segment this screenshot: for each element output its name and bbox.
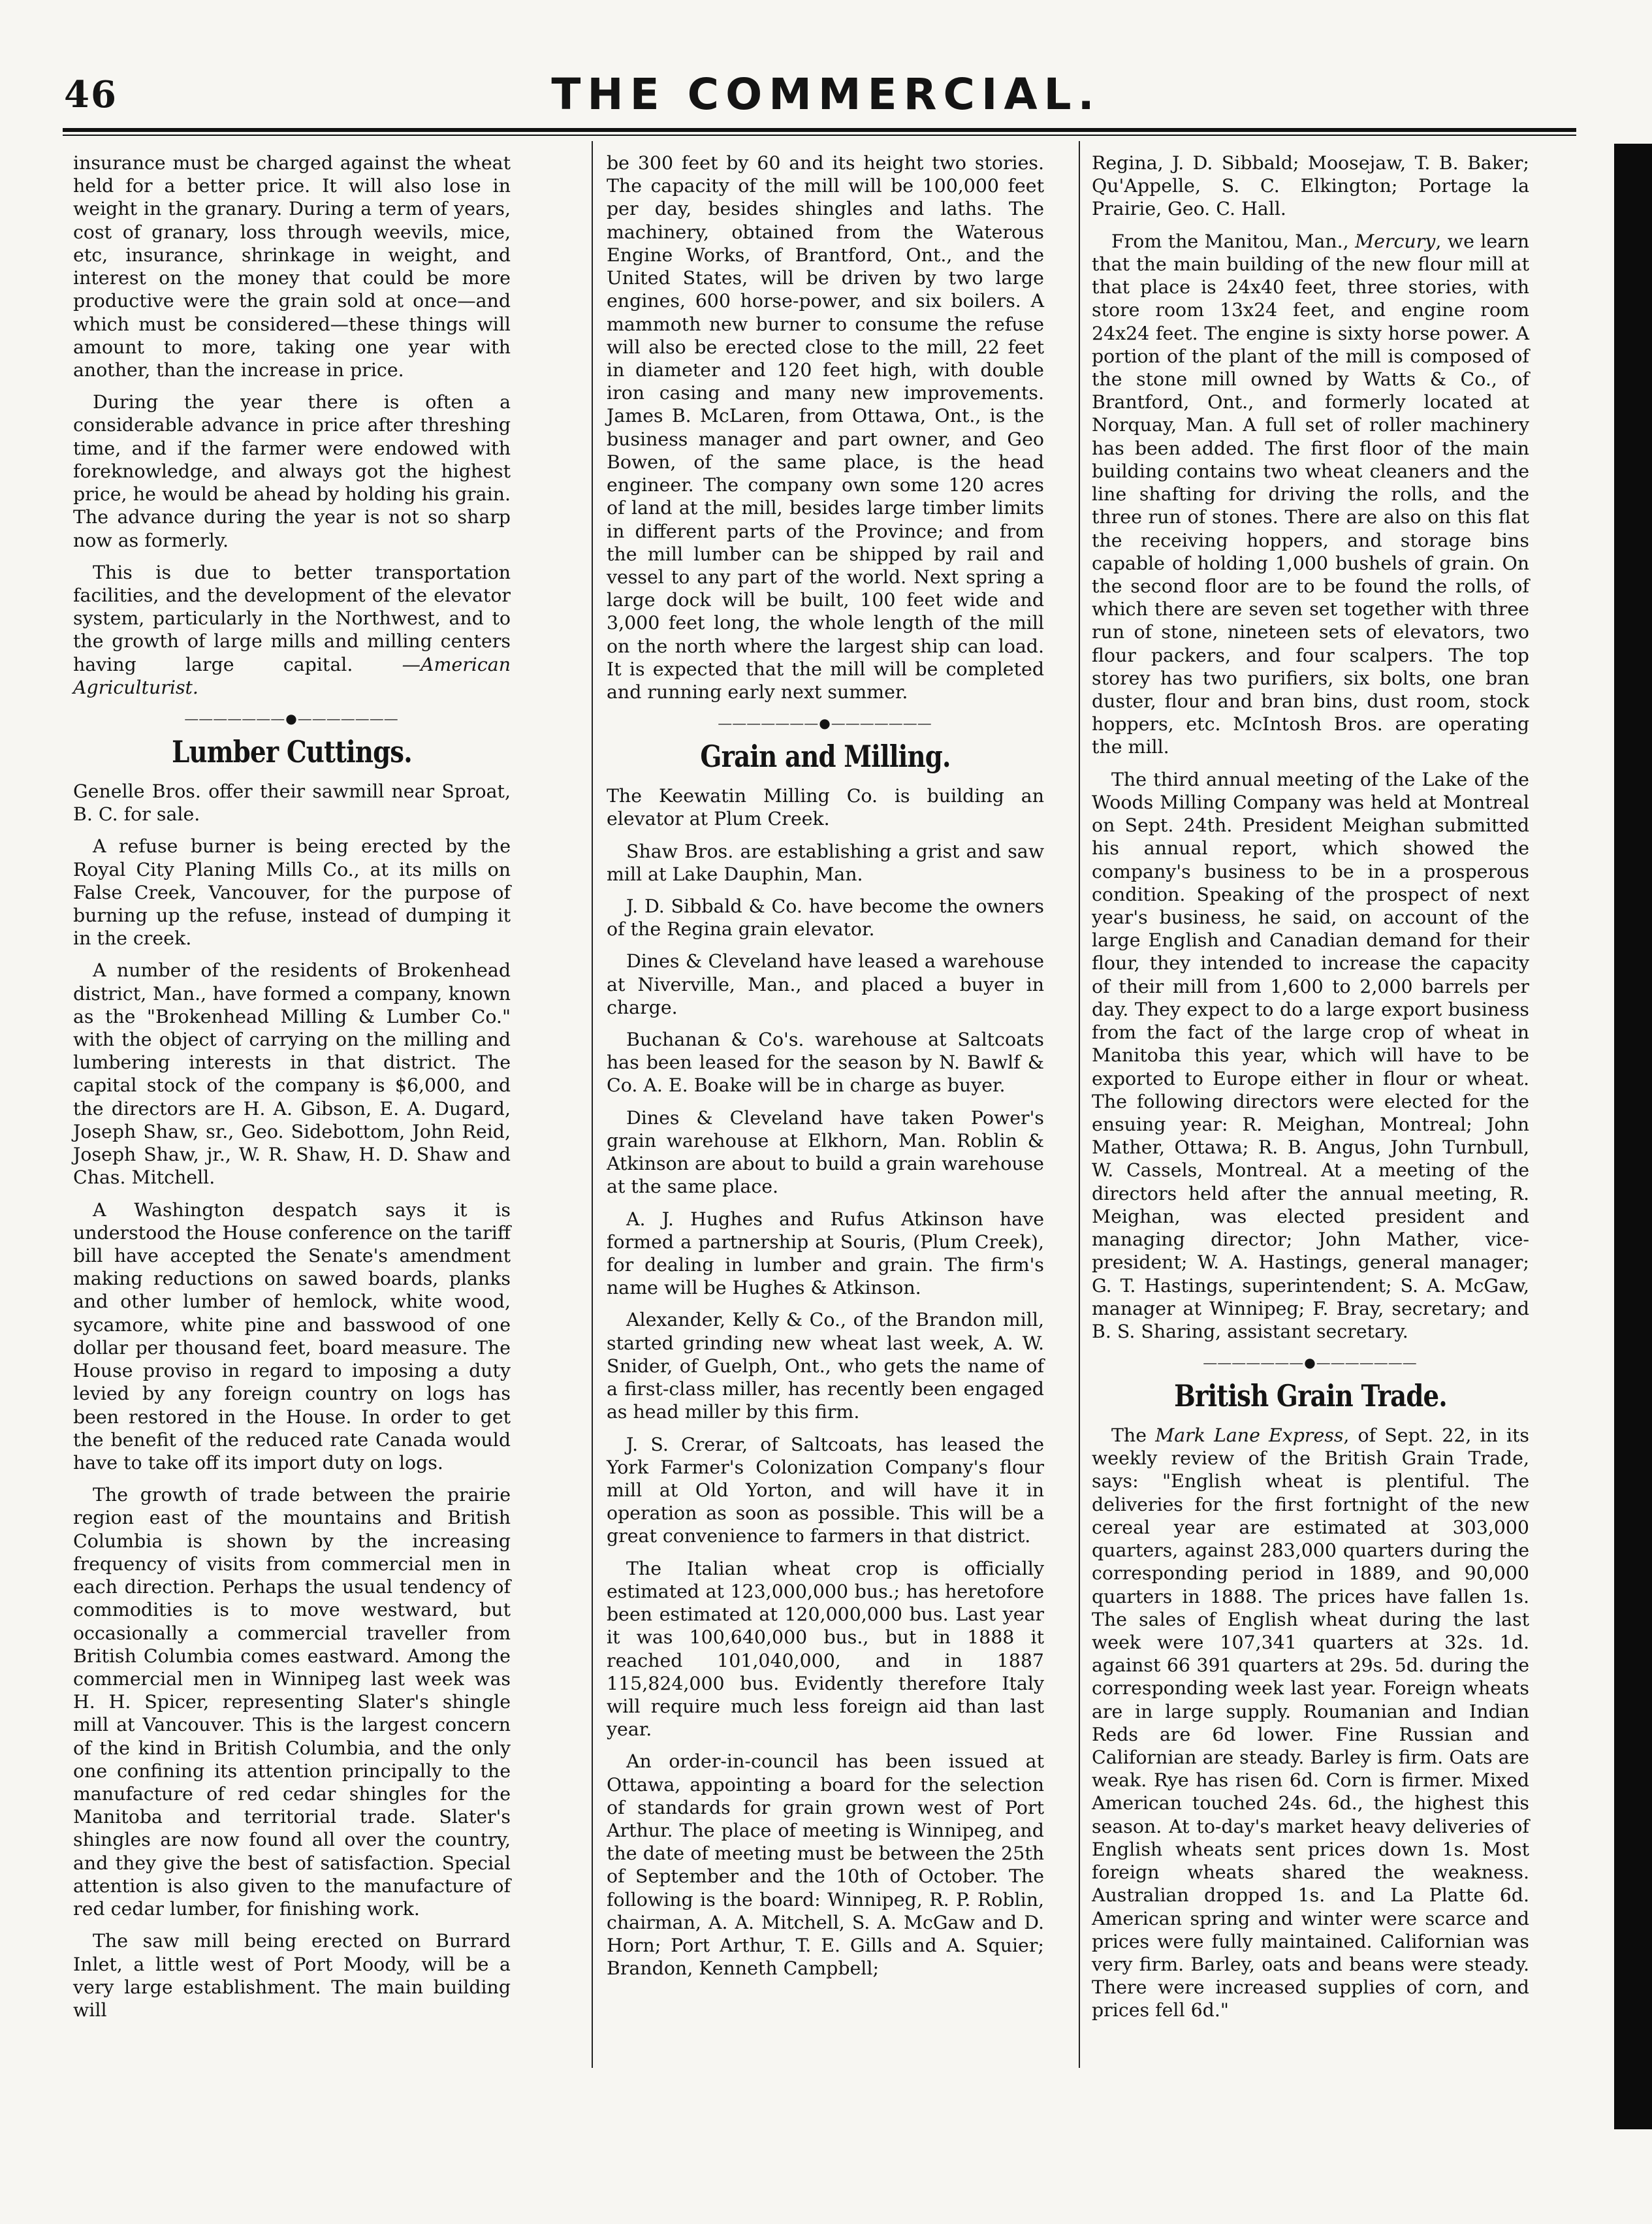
news-item: A number of the residents of Brokenhead district, Man., have formed a company, known as the "Brokenhead Milling & Lumber Co." with the object of carrying on the milling and lumbering interests in that district. The capital stock of the company is $6,000, and the directors are H. A. Gibson, E. A. Dugard, Joseph Shaw, sr., Geo. Sidebottom, John Reid, Joseph Shaw, jr., W. R. Shaw, H. D. Shaw and Chas. Mitchell. [73,959,511,1189]
article-paragraph: insurance must be charged against the wheat held for a better price. It will also lose in weight in the granary. During a term of years, cost of granary, loss through weevils, mice, etc, insurance, shrinkage in weight, and interest on the money that could be more productive were the grain sold at once—and which must be considered—these things will amount to more, taking one year with another, than the increase in price. [73,152,511,381]
column-divider-1 [592,141,593,2068]
section-ornament [73,711,511,727]
news-item: Regina, J. D. Sibbald; Moosejaw, T. B. Baker; Qu'Appelle, S. C. Elkington; Portage la Prairie, Geo. C. Hall. [1092,152,1529,220]
news-item: The Mark Lane Express, of Sept. 22, in its weekly review of the British Grain Trade, says: "English wheat is plentiful. The deliveries for the first fortnight of the new cereal year are estimated at 303,000 quarters, against 283,000 quarters during the corresponding period in 1889, and 90,000 quarters in 1888. The prices have fallen 1s. The sales of English wheat during the last week were 107,341 quarters at 32s. 1d. against 66 391 quarters at 29s. 5d. during the corresponding week last year. Foreign wheats are in large supply. Roumanian and Indian Reds are 6d lower. Fine Russian and Californian are steady. Barley is firm. Oats are weak. Rye has risen 6d. Corn is firmer. Mixed American touched 24s. 6d., the highest this season. At to-day's market heavy deliveries of English wheats sent prices down 1s. Most foreign wheats shared the weakness. Australian dropped 1s. and La Platte 6d. American spring and winter were scarce and prices were fully maintained. Californian was very firm. Barley, oats and beans were steady. There were increased supplies of corn, and prices fell 6d." [1092,1424,1530,2022]
news-item: A Washington despatch says it is understood the House conference on the tariff bill have accepted the Senate's amendment making reductions on sawed boards, planks and other lumber of hemlock, white wood, sycamore, white pine and basswood of one dollar per thousand feet, board measure. The House proviso in regard to imposing a duty levied by any foreign country on logs has been restored in the House. In order to get the benefit of the reduced rate Canada would have to take off its import duty on logs. [73,1199,511,1474]
news-item: The third annual meeting of the Lake of the Woods Milling Company was held at Montreal on Sept. 24th. President Meighan submitted his annual report, which showed the company's business to be in a prosperous condition. Speaking of the prospect of next year's business, he said, on account of the large English and Canadian demand for their flour, they intended to increase the capacity of their mill from 1,600 to 2,000 barrels per day. They expect to do a large export business from the fact of the large crop of wheat in Manitoba this year, which will have to be exported to Europe either in flour or wheat. The following directors were elected for the ensuing year: R. Meighan, Montreal; John Mather, Ottawa; R. B. Angus, John Turnbull, W. Cassels, Montreal. At a meeting of the directors held after the annual meeting, R. Meighan, was elected president and managing director; John Mather, vice-president; W. A. Hastings, general manager; G. T. Hastings, superintendent; S. A. McGaw, manager at Winnipeg; F. Bray, secretary; and B. S. Sharing, assistant secretary. [1092,768,1529,1342]
column-1 [73,152,511,2031]
news-item: The Keewatin Milling Co. is building an elevator at Plum Creek. [607,785,1044,830]
section-heading-lumber: Lumber Cuttings. [172,733,412,769]
news-item: From the Manitou, Man., Mercury, we learn that the main building of the new flour mill at that place is 24x40 feet, three stories, with store room 13x24 feet, and engine room 24x24 feet. The engine is sixty horse power. A portion of the plant of the mill is composed of the stone mill owned by Watts & Co., of Brantford, Ont., and formerly located at Norquay, Man. A full set of roller machinery has been added. The first floor of the main building contains two wheat cleaners and the line shafting for driving the rolls, and the three run of stones. There are also on this flat the receiving hoppers, and storage bins capable of holding 1,000 bushels of grain. On the second floor are to be found the rolls, of which there are seven set together with three run of stone, nineteen sets of elevators, two flour packers, and four scalpers. The top storey has two purifiers, six bolts, one bran duster, flour and bran bins, dust room, stock hoppers, etc. McIntosh Bros. are operating the mill. [1092,230,1529,758]
news-item: Alexander, Kelly & Co., of the Brandon mill, started grinding new wheat last week, A. W. Snider, of Guelph, Ont., who gets the name of a first-class miller, has recently been engaged as head miller by this firm. [607,1309,1044,1423]
column-3 [1092,152,1529,2031]
news-item: J. S. Crerar, of Saltcoats, has leased the York Farmer's Colonization Company's flour mill at Old Yorton, and will have it in operation as soon as possible. This will be a great convenience to farmers in that district. [607,1433,1044,1547]
news-item: A refuse burner is being erected by the Royal City Planing Mills Co., at its mills on False Creek, Vancouver, for the purpose of burning up the refuse, instead of dumping it in the creek. [73,835,511,950]
source-credit: Mercury [1355,230,1436,252]
news-item: Dines & Cleveland have leased a warehouse at Niverville, Man., and placed a buyer in charge. [607,950,1044,1018]
source-credit: Mark Lane Express [1155,1424,1344,1446]
masthead-title: THE COMMERCIAL. [551,69,1101,120]
news-item: A. J. Hughes and Rufus Atkinson have formed a partnership at Souris, (Plum Creek), for dealing in lumber and grain. The firm's name will be Hughes & Atkinson. [607,1208,1044,1299]
scan-edge-band [1614,144,1652,2129]
news-item: Buchanan & Co's. warehouse at Saltcoats has been leased for the season by N. Bawlf & Co. A. E. Boake will be in charge as buyer. [607,1029,1044,1097]
news-item: The growth of trade between the prairie region east of the mountains and British Columbia is shown by the increasing frequency of visits from commercial men in each direction. Perhaps the usual tendency of commodities is to move westward, but occasionally a commercial traveller from British Columbia comes eastward. Among the commercial men in Winnipeg last week was H. H. Spicer, representing Slater's shingle mill at Vancouver. This is the largest concern of the kind in British Columbia, and the only one confining its attention principally to the manufacture of red cedar shingles for the Manitoba and territorial trade. Slater's shingles are now found all over the country, and they give the best of satisfaction. Special attention is also given to the manufacture of red cedar lumber, for finishing work. [73,1484,511,1920]
masthead-rule [63,128,1576,136]
article-paragraph: During the year there is often a considerable advance in price after threshing time, and if the farmer were endowed with foreknowledge, and always got the highest price, he would be ahead by holding his grain. The advance during the year is not so sharp now as formerly. [73,391,511,551]
column-divider-2 [1079,141,1080,2068]
news-item: Dines & Cleveland have taken Power's grain warehouse at Elkhorn, Man. Roblin & Atkinson are about to build a grain warehouse at the same place. [607,1106,1044,1198]
source-credit: —American Agriculturist. [73,653,511,698]
article-paragraph: This is due to better transportation facilities, and the development of the elevator system, particularly in the Northwest, and to the growth of large mills and milling centers having large capital. —American Agriculturist. [73,561,511,698]
column-2 [607,152,1044,1990]
section-heading-grain: Grain and Milling. [700,739,951,775]
page-number: 46 [64,73,118,116]
news-item: Shaw Bros. are establishing a grist and saw mill at Lake Dauphin, Man. [607,840,1044,885]
news-item: The Italian wheat crop is officially estimated at 123,000,000 bus.; has heretofore been estimated at 120,000,000 bus. Last year it was 100,640,000 bus., but in 1888 it reached 101,040,000, and in 1887 115,824,000 bus. Evidently therefore Italy will require much less foreign aid than last year. [607,1557,1044,1741]
news-item: The saw mill being erected on Burrard Inlet, a little west of Port Moody, will be a very large establishment. The main building will [73,1930,511,2022]
section-heading-british: British Grain Trade. [1174,1378,1447,1413]
news-item: An order-in-council has been issued at Ottawa, appointing a board for the selection of standards for grain grown west of Port Arthur. The place of meeting is Winnipeg, and the date of meeting must be between the 25th of September and the 10th of October. The following is the board: Winnipeg, R. P. Roblin, chairman, A. A. Mitchell, S. A. McGaw and D. Horn; Port Arthur, T. E. Gills and A. Squier; Brandon, Kenneth Campbell; [607,1750,1044,1980]
news-item: J. D. Sibbald & Co. have become the owners of the Regina grain elevator. [607,895,1044,941]
article-paragraph: be 300 feet by 60 and its height two stories. The capacity of the mill will be 100,000 feet per day, besides shingles and laths. The machinery, obtained from the Waterous Engine Works, of Brantford, Ont., and the United States, will be driven by two large engines, 600 horse-power, and six boilers. A mammoth new burner to consume the refuse will also be erected close to the mill, 22 feet in diameter and 120 feet high, with double iron casing and many new improvements. James B. McLaren, from Ottawa, Ont., is the business manager and part owner, and Geo Bowen, of the same place, is the head engineer. The company own some 120 acres of land at the mill, besides large timber limits in different parts of the Province; and from the mill lumber can be shipped by rail and vessel to any part of the world. Next spring a large dock will be built, 100 feet wide and 3,000 feet long, the whole length of the mill on the north where the largest ship can load. It is expected that the mill will be completed and running early next summer. [607,152,1044,703]
section-ornament [1092,1355,1529,1371]
news-item: Genelle Bros. offer their sawmill near Sproat, B. C. for sale. [73,780,511,826]
section-ornament [607,715,1044,732]
